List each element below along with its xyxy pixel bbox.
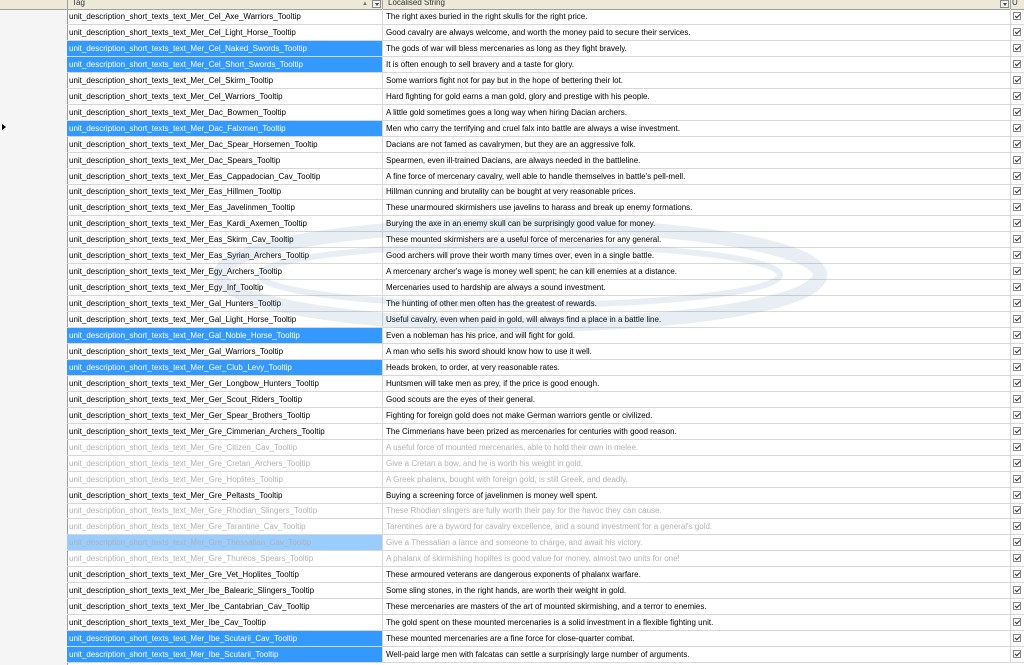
checkbox-checked-icon[interactable] bbox=[1013, 92, 1021, 100]
localised-string-cell[interactable]: Give a Thessalian a lance and someone to charge, and await his victory. bbox=[383, 535, 1011, 551]
flag-cell bbox=[1011, 424, 1024, 440]
checkbox-checked-icon[interactable] bbox=[1013, 538, 1021, 546]
localised-string-cell[interactable]: These armoured veterans are dangerous exponents of phalanx warfare. bbox=[383, 567, 1011, 583]
flag-cell bbox=[1011, 344, 1024, 360]
checkbox-checked-icon[interactable] bbox=[1013, 267, 1021, 275]
checkbox-checked-icon[interactable] bbox=[1013, 315, 1021, 323]
localised-string-cell[interactable]: Buying a screening force of javelinmen is money well spent. bbox=[383, 488, 1011, 504]
flag-cell bbox=[1011, 184, 1024, 200]
checkbox-checked-icon[interactable] bbox=[1013, 156, 1021, 164]
sort-ascending-icon[interactable]: ▲ bbox=[362, 1, 368, 7]
localised-string-cell[interactable]: Well-paid large men with falcatas can settle a surprisingly large number of arguments. bbox=[383, 647, 1011, 663]
flag-cell bbox=[1011, 137, 1024, 153]
checkbox-checked-icon[interactable] bbox=[1013, 411, 1021, 419]
checkbox-checked-icon[interactable] bbox=[1013, 283, 1021, 291]
checkbox-checked-icon[interactable] bbox=[1013, 554, 1021, 562]
table-row[interactable] bbox=[67, 41, 1024, 57]
localised-string-cell[interactable]: A phalanx of skirmishing hoplites is good value for money, almost two units for one! bbox=[383, 551, 1011, 567]
tag-cell[interactable]: unit_description_short_texts_text_Mer_Eas_Kardi_Axemen_Tooltip bbox=[67, 216, 383, 232]
table-row[interactable] bbox=[67, 89, 1024, 105]
checkbox-checked-icon[interactable] bbox=[1013, 76, 1021, 84]
flag-cell bbox=[1011, 121, 1024, 137]
checkbox-checked-icon[interactable] bbox=[1013, 618, 1021, 626]
table-row[interactable] bbox=[67, 647, 1024, 663]
checkbox-checked-icon[interactable] bbox=[1013, 347, 1021, 355]
tag-cell[interactable]: unit_description_short_texts_text_Mer_Gre_Thureos_Spears_Tooltip bbox=[67, 551, 383, 567]
table-row[interactable] bbox=[67, 599, 1024, 615]
tag-cell[interactable]: unit_description_short_texts_text_Mer_Eas_Skirm_Cav_Tooltip bbox=[67, 232, 383, 248]
localised-string-cell[interactable]: The gold spent on these mounted mercenaries is a solid investment in a flexible fighting unit. bbox=[383, 615, 1011, 631]
table-row[interactable] bbox=[67, 200, 1024, 216]
flag-cell bbox=[1011, 216, 1024, 232]
tag-cell[interactable]: unit_description_short_texts_text_Mer_Cel_Skirm_Tooltip bbox=[67, 73, 383, 89]
tag-cell[interactable]: unit_description_short_texts_text_Mer_Ger_Spear_Brothers_Tooltip bbox=[67, 408, 383, 424]
checkbox-checked-icon[interactable] bbox=[1013, 331, 1021, 339]
tag-cell[interactable]: unit_description_short_texts_text_Mer_Gre_Cretan_Archers_Tooltip bbox=[67, 456, 383, 472]
table-row[interactable] bbox=[67, 424, 1024, 440]
flag-cell bbox=[1011, 280, 1024, 296]
localised-string-cell[interactable]: Good scouts are the eyes of their general. bbox=[383, 392, 1011, 408]
tag-cell[interactable]: unit_description_short_texts_text_Mer_Eas_Javelinmen_Tooltip bbox=[67, 200, 383, 216]
table-row[interactable] bbox=[67, 456, 1024, 472]
table-row[interactable] bbox=[67, 344, 1024, 360]
checkbox-checked-icon[interactable] bbox=[1013, 379, 1021, 387]
tag-cell[interactable]: unit_description_short_texts_text_Mer_Dac_Falxmen_Tooltip bbox=[67, 121, 383, 137]
tag-cell[interactable]: unit_description_short_texts_text_Mer_Dac_Bowmen_Tooltip bbox=[67, 105, 383, 121]
tag-cell[interactable]: unit_description_short_texts_text_Mer_Ibe_Cantabrian_Cav_Tooltip bbox=[67, 599, 383, 615]
table-row[interactable] bbox=[67, 360, 1024, 376]
checkbox-checked-icon[interactable] bbox=[1013, 12, 1021, 20]
table-row[interactable] bbox=[67, 232, 1024, 248]
localised-string-cell[interactable]: These mounted mercenaries are a fine force for close-quarter combat. bbox=[383, 631, 1011, 647]
flag-cell bbox=[1011, 631, 1024, 647]
table-row[interactable] bbox=[67, 472, 1024, 488]
localised-string-cell[interactable]: Men who carry the terrifying and cruel falx into battle are always a wise investment. bbox=[383, 121, 1011, 137]
checkbox-checked-icon[interactable] bbox=[1013, 650, 1021, 658]
flag-cell bbox=[1011, 440, 1024, 456]
table-row[interactable] bbox=[67, 408, 1024, 424]
localised-string-cell[interactable]: Hillman cunning and brutality can be bought at very reasonable prices. bbox=[383, 184, 1011, 200]
tag-cell[interactable]: unit_description_short_texts_text_Mer_Ibe_Scutarii_Tooltip bbox=[67, 647, 383, 663]
localised-string-cell[interactable]: Huntsmen will take men as prey, if the price is good enough. bbox=[383, 376, 1011, 392]
localised-string-cell[interactable]: A man who sells his sword should know how to use it well. bbox=[383, 344, 1011, 360]
filter-dropdown-icon[interactable] bbox=[372, 0, 381, 8]
table-row[interactable] bbox=[67, 105, 1024, 121]
localised-string-cell[interactable]: Tarentines are a byword for cavalry excellence, and a sound investment for a general's gold. bbox=[383, 519, 1011, 535]
flag-cell bbox=[1011, 488, 1024, 504]
checkbox-checked-icon[interactable] bbox=[1013, 634, 1021, 642]
flag-cell bbox=[1011, 153, 1024, 169]
table-row[interactable] bbox=[67, 503, 1024, 519]
tag-cell[interactable]: unit_description_short_texts_text_Mer_Dac_Spears_Tooltip bbox=[67, 153, 383, 169]
flag-cell bbox=[1011, 519, 1024, 535]
flag-cell bbox=[1011, 583, 1024, 599]
flag-cell bbox=[1011, 376, 1024, 392]
filter-dropdown-icon[interactable] bbox=[1000, 0, 1009, 8]
localised-string-cell[interactable]: These unarmoured skirmishers use javelins to harass and break up enemy formations. bbox=[383, 200, 1011, 216]
checkbox-checked-icon[interactable] bbox=[1013, 570, 1021, 578]
tag-cell[interactable]: unit_description_short_texts_text_Mer_Ger_Scout_Riders_Tooltip bbox=[67, 392, 383, 408]
localised-string-cell[interactable]: The right axes buried in the right skulls for the right price. bbox=[383, 9, 1011, 25]
tag-cell[interactable]: unit_description_short_texts_text_Mer_Ger_Longbow_Hunters_Tooltip bbox=[67, 376, 383, 392]
table-row[interactable] bbox=[67, 551, 1024, 567]
localised-string-cell[interactable]: These Rhodian slingers are fully worth their pay for the havoc they can cause. bbox=[383, 503, 1011, 519]
flag-cell bbox=[1011, 392, 1024, 408]
tag-cell[interactable]: unit_description_short_texts_text_Mer_Gre_Citizen_Cav_Tooltip bbox=[67, 440, 383, 456]
flag-cell bbox=[1011, 535, 1024, 551]
localised-string-cell[interactable]: Heads broken, to order, at very reasonable rates. bbox=[383, 360, 1011, 376]
table-row[interactable] bbox=[67, 216, 1024, 232]
localised-string-cell[interactable]: Give a Cretan a bow, and he is worth his weight in gold. bbox=[383, 456, 1011, 472]
checkbox-checked-icon[interactable] bbox=[1013, 586, 1021, 594]
checkbox-checked-icon[interactable] bbox=[1013, 219, 1021, 227]
checkbox-checked-icon[interactable] bbox=[1013, 172, 1021, 180]
tag-cell[interactable]: unit_description_short_texts_text_Mer_Egy_Archers_Tooltip bbox=[67, 264, 383, 280]
table-row[interactable] bbox=[67, 615, 1024, 631]
column-header-flag[interactable] bbox=[1011, 0, 1024, 9]
tag-cell[interactable]: unit_description_short_texts_text_Mer_Gre_Hoplites_Tooltip bbox=[67, 472, 383, 488]
checkbox-checked-icon[interactable] bbox=[1013, 427, 1021, 435]
table-row[interactable] bbox=[67, 328, 1024, 344]
localised-string-cell[interactable]: Mercenaries used to hardship are always a sound investment. bbox=[383, 280, 1011, 296]
tag-cell[interactable]: unit_description_short_texts_text_Mer_Gal_Noble_Horse_Tooltip bbox=[67, 328, 383, 344]
checkbox-checked-icon[interactable] bbox=[1013, 108, 1021, 116]
table-row[interactable] bbox=[67, 184, 1024, 200]
flag-cell bbox=[1011, 57, 1024, 73]
tag-cell[interactable]: unit_description_short_texts_text_Mer_Gal_Warriors_Tooltip bbox=[67, 344, 383, 360]
table-row[interactable] bbox=[67, 519, 1024, 535]
table-row[interactable] bbox=[67, 296, 1024, 312]
table-row[interactable] bbox=[67, 264, 1024, 280]
table-row[interactable] bbox=[67, 535, 1024, 551]
table-row[interactable] bbox=[67, 137, 1024, 153]
flag-cell bbox=[1011, 567, 1024, 583]
checkbox-checked-icon[interactable] bbox=[1013, 475, 1021, 483]
flag-cell bbox=[1011, 615, 1024, 631]
table-row[interactable] bbox=[67, 376, 1024, 392]
checkbox-checked-icon[interactable] bbox=[1013, 235, 1021, 243]
table-row[interactable] bbox=[67, 631, 1024, 647]
tag-cell[interactable]: unit_description_short_texts_text_Mer_Gal_Light_Horse_Tooltip bbox=[67, 312, 383, 328]
localised-string-cell[interactable]: Useful cavalry, even when paid in gold, will always find a place in a battle line. bbox=[383, 312, 1011, 328]
localised-string-cell[interactable]: Good archers will prove their worth many times over, even in a single battle. bbox=[383, 248, 1011, 264]
checkbox-checked-icon[interactable] bbox=[1013, 44, 1021, 52]
table-row[interactable] bbox=[67, 57, 1024, 73]
localised-string-cell[interactable]: Some sling stones, in the right hands, are worth their weight in gold. bbox=[383, 583, 1011, 599]
localised-string-cell[interactable]: Dacians are not famed as cavalrymen, but they are an aggressive folk. bbox=[383, 137, 1011, 153]
tag-cell[interactable]: unit_description_short_texts_text_Mer_Gre_Peltasts_Tooltip bbox=[67, 488, 383, 504]
flag-cell bbox=[1011, 647, 1024, 663]
table-row[interactable] bbox=[67, 25, 1024, 41]
localised-string-cell[interactable]: Even a nobleman has his price, and will fight for gold. bbox=[383, 328, 1011, 344]
localised-string-cell[interactable]: The hunting of other men often has the greatest of rewards. bbox=[383, 296, 1011, 312]
checkbox-checked-icon[interactable] bbox=[1013, 443, 1021, 451]
column-header-tag-label: Tag bbox=[72, 0, 85, 7]
row-header-corner bbox=[0, 0, 68, 9]
tag-cell[interactable]: unit_description_short_texts_text_Mer_Gre_Thessalian_Cav_Tooltip bbox=[67, 535, 383, 551]
table-row[interactable] bbox=[67, 169, 1024, 185]
flag-cell bbox=[1011, 296, 1024, 312]
table-row[interactable] bbox=[67, 121, 1024, 137]
localised-string-cell[interactable]: Burying the axe in an enemy skull can be surprisingly good value for money. bbox=[383, 216, 1011, 232]
localised-string-cell[interactable]: Good cavalry are always welcome, and worth the money paid to secure their services. bbox=[383, 25, 1011, 41]
flag-cell bbox=[1011, 503, 1024, 519]
column-header-localised-string-label: Localised String bbox=[388, 0, 445, 7]
localised-string-cell[interactable]: A useful force of mounted mercenaries, able to hold their own in melee. bbox=[383, 440, 1011, 456]
tag-cell[interactable]: unit_description_short_texts_text_Mer_Gal_Hunters_Tooltip bbox=[67, 296, 383, 312]
table-row[interactable] bbox=[67, 583, 1024, 599]
checkbox-checked-icon[interactable] bbox=[1013, 522, 1021, 530]
tag-cell[interactable]: unit_description_short_texts_text_Mer_Ibe_Cav_Tooltip bbox=[67, 615, 383, 631]
checkbox-checked-icon[interactable] bbox=[1013, 28, 1021, 36]
flag-cell bbox=[1011, 25, 1024, 41]
tag-cell[interactable]: unit_description_short_texts_text_Mer_Gre_Vet_Hoplites_Tooltip bbox=[67, 567, 383, 583]
flag-cell bbox=[1011, 248, 1024, 264]
table-row[interactable] bbox=[67, 567, 1024, 583]
tag-cell[interactable]: unit_description_short_texts_text_Mer_Eas_Cappadocian_Cav_Tooltip bbox=[67, 169, 383, 185]
tag-cell[interactable]: unit_description_short_texts_text_Mer_Dac_Spear_Horsemen_Tooltip bbox=[67, 137, 383, 153]
flag-cell bbox=[1011, 408, 1024, 424]
flag-cell bbox=[1011, 73, 1024, 89]
localised-string-cell[interactable]: A little gold sometimes goes a long way when hiring Dacian archers. bbox=[383, 105, 1011, 121]
table-row[interactable] bbox=[67, 392, 1024, 408]
table-row[interactable] bbox=[67, 248, 1024, 264]
flag-cell bbox=[1011, 264, 1024, 280]
flag-cell bbox=[1011, 472, 1024, 488]
tag-cell[interactable]: unit_description_short_texts_text_Mer_Egy_Inf_Tooltip bbox=[67, 280, 383, 296]
localised-string-cell[interactable]: Spearmen, even ill-trained Dacians, are always needed in the battleline. bbox=[383, 153, 1011, 169]
column-header-tag[interactable] bbox=[67, 0, 383, 9]
localised-string-cell[interactable]: It is often enough to sell bravery and a taste for glory. bbox=[383, 57, 1011, 73]
flag-cell bbox=[1011, 551, 1024, 567]
checkbox-checked-icon[interactable] bbox=[1013, 124, 1021, 132]
localised-string-cell[interactable]: The Cimmerians have been prized as mercenaries for centuries with good reason. bbox=[383, 424, 1011, 440]
tag-cell[interactable]: unit_description_short_texts_text_Mer_Cel_Axe_Warriors_Tooltip bbox=[67, 9, 383, 25]
flag-cell bbox=[1011, 328, 1024, 344]
localised-string-cell[interactable]: Some warriors fight not for pay but in the hope of bettering their lot. bbox=[383, 73, 1011, 89]
tag-cell[interactable]: unit_description_short_texts_text_Mer_Cel_Light_Horse_Tooltip bbox=[67, 25, 383, 41]
checkbox-checked-icon[interactable] bbox=[1013, 363, 1021, 371]
checkbox-checked-icon[interactable] bbox=[1013, 60, 1021, 68]
table-row[interactable] bbox=[67, 312, 1024, 328]
flag-cell bbox=[1011, 360, 1024, 376]
checkbox-checked-icon[interactable] bbox=[1013, 251, 1021, 259]
tag-cell[interactable]: unit_description_short_texts_text_Mer_Eas_Hillmen_Tooltip bbox=[67, 184, 383, 200]
checkbox-checked-icon[interactable] bbox=[1013, 299, 1021, 307]
tag-cell[interactable]: unit_description_short_texts_text_Mer_Ibe_Balearic_Slingers_Tooltip bbox=[67, 583, 383, 599]
tag-cell[interactable]: unit_description_short_texts_text_Mer_Gre_Rhodian_Slingers_Tooltip bbox=[67, 503, 383, 519]
localised-string-cell[interactable]: A mercenary archer's wage is money well spent; he can kill enemies at a distance. bbox=[383, 264, 1011, 280]
flag-cell bbox=[1011, 599, 1024, 615]
checkbox-checked-icon[interactable] bbox=[1013, 187, 1021, 195]
flag-cell bbox=[1011, 105, 1024, 121]
localised-string-cell[interactable]: A fine force of mercenary cavalry, well able to handle themselves in battle's pell-mell. bbox=[383, 169, 1011, 185]
column-header-flag-label: U bbox=[1012, 0, 1018, 7]
flag-cell bbox=[1011, 9, 1024, 25]
column-header-localised-string[interactable] bbox=[383, 0, 1011, 9]
tag-cell[interactable]: unit_description_short_texts_text_Mer_Ger_Club_Levy_Tooltip bbox=[67, 360, 383, 376]
tag-cell[interactable]: unit_description_short_texts_text_Mer_Cel_Short_Swords_Tooltip bbox=[67, 57, 383, 73]
table-row[interactable] bbox=[67, 153, 1024, 169]
tag-cell[interactable]: unit_description_short_texts_text_Mer_Gre_Cimmerian_Archers_Tooltip bbox=[67, 424, 383, 440]
row-header-column[interactable] bbox=[0, 10, 68, 665]
table-row[interactable] bbox=[67, 440, 1024, 456]
checkbox-checked-icon[interactable] bbox=[1013, 491, 1021, 499]
localised-string-cell[interactable]: The gods of war will bless mercenaries as long as they fight bravely. bbox=[383, 41, 1011, 57]
tag-cell[interactable]: unit_description_short_texts_text_Mer_Cel_Naked_Swords_Tooltip bbox=[67, 41, 383, 57]
checkbox-checked-icon[interactable] bbox=[1013, 506, 1021, 514]
localised-string-cell[interactable]: A Greek phalanx, bought with foreign gold, is still Greek, and deadly. bbox=[383, 472, 1011, 488]
checkbox-checked-icon[interactable] bbox=[1013, 459, 1021, 467]
localised-string-cell[interactable]: These mounted skirmishers are a useful force of mercenaries for any general. bbox=[383, 232, 1011, 248]
localised-string-cell[interactable]: These mercenaries are masters of the art of mounted skirmishing, and a terror to enemies. bbox=[383, 599, 1011, 615]
checkbox-checked-icon[interactable] bbox=[1013, 203, 1021, 211]
checkbox-checked-icon[interactable] bbox=[1013, 140, 1021, 148]
checkbox-checked-icon[interactable] bbox=[1013, 395, 1021, 403]
tag-cell[interactable]: unit_description_short_texts_text_Mer_Cel_Warriors_Tooltip bbox=[67, 89, 383, 105]
checkbox-checked-icon[interactable] bbox=[1013, 602, 1021, 610]
localised-string-cell[interactable]: Hard fighting for gold earns a man gold, glory and prestige with his people. bbox=[383, 89, 1011, 105]
current-row-arrow-icon bbox=[2, 124, 6, 130]
table-row[interactable] bbox=[67, 9, 1024, 25]
flag-cell bbox=[1011, 456, 1024, 472]
flag-cell bbox=[1011, 312, 1024, 328]
table-row[interactable] bbox=[67, 280, 1024, 296]
flag-cell bbox=[1011, 169, 1024, 185]
flag-cell bbox=[1011, 41, 1024, 57]
tag-cell[interactable]: unit_description_short_texts_text_Mer_Eas_Syrian_Archers_Tooltip bbox=[67, 248, 383, 264]
localised-string-cell[interactable]: Fighting for foreign gold does not make German warriors gentle or civilized. bbox=[383, 408, 1011, 424]
tag-cell[interactable]: unit_description_short_texts_text_Mer_Ibe_Scutarii_Cav_Tooltip bbox=[67, 631, 383, 647]
table-row[interactable] bbox=[67, 488, 1024, 504]
flag-cell bbox=[1011, 232, 1024, 248]
flag-cell bbox=[1011, 200, 1024, 216]
tag-cell[interactable]: unit_description_short_texts_text_Mer_Gre_Tarantine_Cav_Tooltip bbox=[67, 519, 383, 535]
flag-cell bbox=[1011, 89, 1024, 105]
table-row[interactable] bbox=[67, 73, 1024, 89]
